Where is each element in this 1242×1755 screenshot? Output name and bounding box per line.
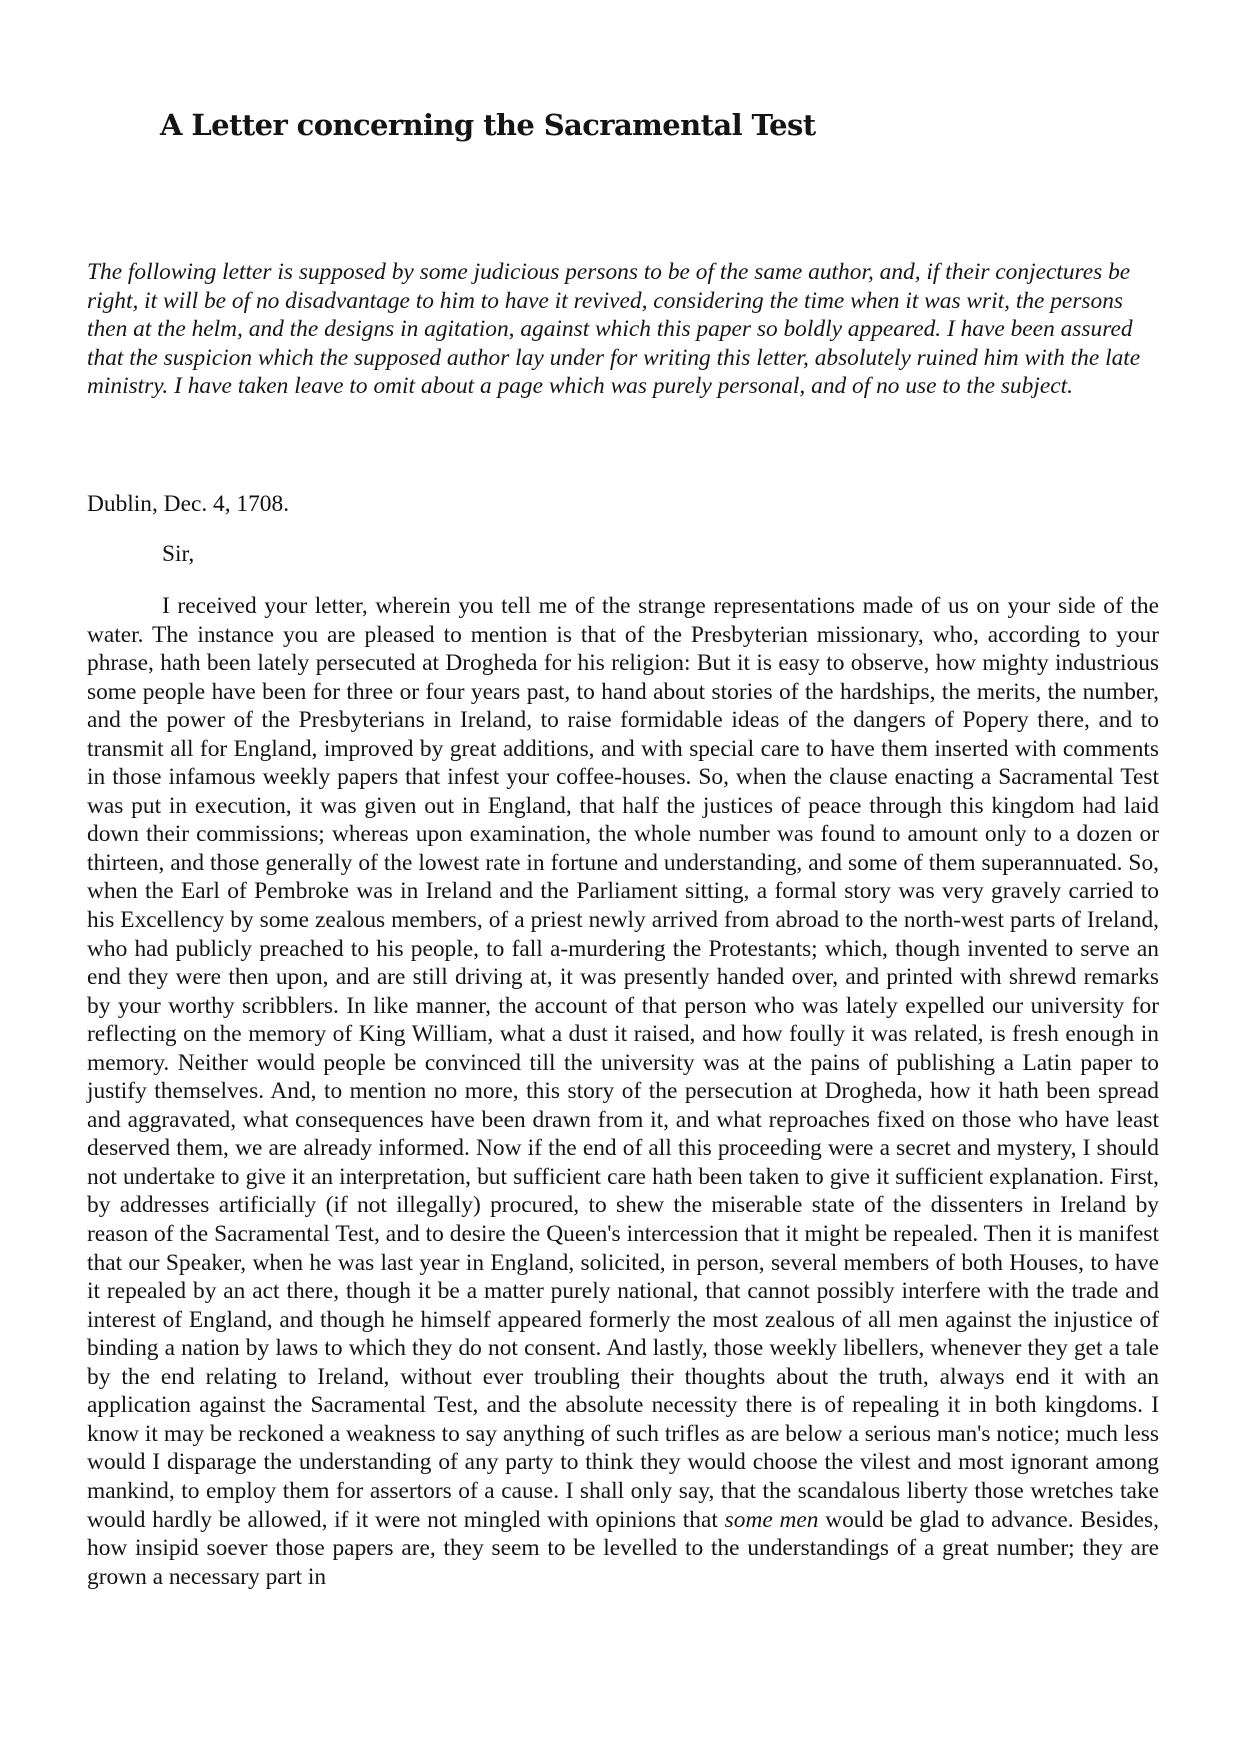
letter-dateline: Dublin, Dec. 4, 1708. <box>87 491 290 517</box>
editor-preface: The following letter is supposed by some judicious persons to be of the same author, and, if their conjectures be right, it will be of no disadvantage to him to have it revived, considering the time when it was writ, the persons then at the helm, and the designs in agitation, against which this paper so boldly appeared. I have been assured that the suspicion which the supposed author lay under for writing this letter, absolutely ruined him with the late ministry. I have taken leave to omit about a page which was purely personal, and of no use to the subject. <box>87 259 1141 400</box>
body-emphasis: some men <box>724 1506 819 1533</box>
body-text-part-1: I received your letter, wherein you tell me of the strange representations made of us on your side of the water. The instance you are pleased to mention is that of the Presbyterian missionary, who, according to your phrase, hath been lately persecuted at Drogheda for his religion: But it is easy to observe, how mighty industrious some people have been for three or four years past, to hand about stories of the hardships, the merits, the number, and the power of the Presbyterians in Ireland, to raise formidable ideas of the dangers of Popery there, and to transmit all for England, improved by great additions, and with special care to have them inserted with comments in those infamous weekly papers that infest your coffee-houses. So, when the clause enacting a Sacramental Test was put in execution, it was given out in England, that half the justices of peace through this kingdom had laid down their commissions; whereas upon examination, the whole number was found to amount only to a dozen or thirteen, and those generally of the lowest rate in fortune and understanding, and some of them superannuated. So, when the Earl of Pembroke was in Ireland and the Parliament sitting, a formal story was very gravely carried to his Excellency by some zealous members, of a priest newly arrived from abroad to the north-west parts of Ireland, who had publicly preached to his people, to fall a-murdering the Protestants; which, though invented to serve an end they were then upon, and are still driving at, it was presently handed over, and printed with shrewd remarks by your worthy scribblers. In like manner, the account of that person who was lately expelled our university for reflecting on the memory of King William, what a dust it raised, and how foully it was related, is fresh enough in memory. Neither would people be convinced till the university was at the pains of publishing a Latin paper to justify themselves. And, to mention no more, this story of the persecution at Drogheda, how it hath been spread and aggravated, what consequences have been drawn from it, and what reproaches fixed on those who have least deserved them, we are already informed. Now if the end of all this proceeding were a secret and mystery, I should not undertake to give it an interpretation, but sufficient care hath been taken to give it sufficient explanation. First, by addresses artificially (if not illegally) procured, to shew the miserable state of the dissenters in Ireland by reason of the Sacramental Test, and to desire the Queen's intercession that it might be repealed. Then it is manifest that our Speaker, when he was last year in England, solicited, in person, several members of both Houses, to have it repealed by an act there, though it be a matter purely national, that cannot possibly interfere with the trade and interest of England, and though he himself appeared formerly the most zealous of all men against the injustice of binding a nation by laws to which they do not consent. And lastly, those weekly libellers, whenever they get a tale by the end relating to Ireland, without ever troubling their thoughts about the truth, always end it with an application against the Sacramental Test, and the absolute necessity there is of repealing it in both kingdoms. I know it may be reckoned a weakness to say anything of such trifles as are below a serious man's notice; much less would I disparage the understanding of any party to think they would choose the vilest and most ignorant among mankind, to employ them for assertors of a cause. I shall only say, that the scandalous liberty those wretches take would hardly be allowed, if it were not mingled with opinions that <box>87 593 1159 1533</box>
letter-salutation: Sir, <box>162 541 195 567</box>
document-title: A Letter concerning the Sacramental Test <box>160 108 816 142</box>
letter-body-paragraph <box>87 592 1159 1591</box>
body-text-part-2: would be glad to advance. Besides, how insipid soever those papers are, they seem to be levelled to the understandings of a great number; they are grown a necessary part in <box>87 1506 1159 1590</box>
